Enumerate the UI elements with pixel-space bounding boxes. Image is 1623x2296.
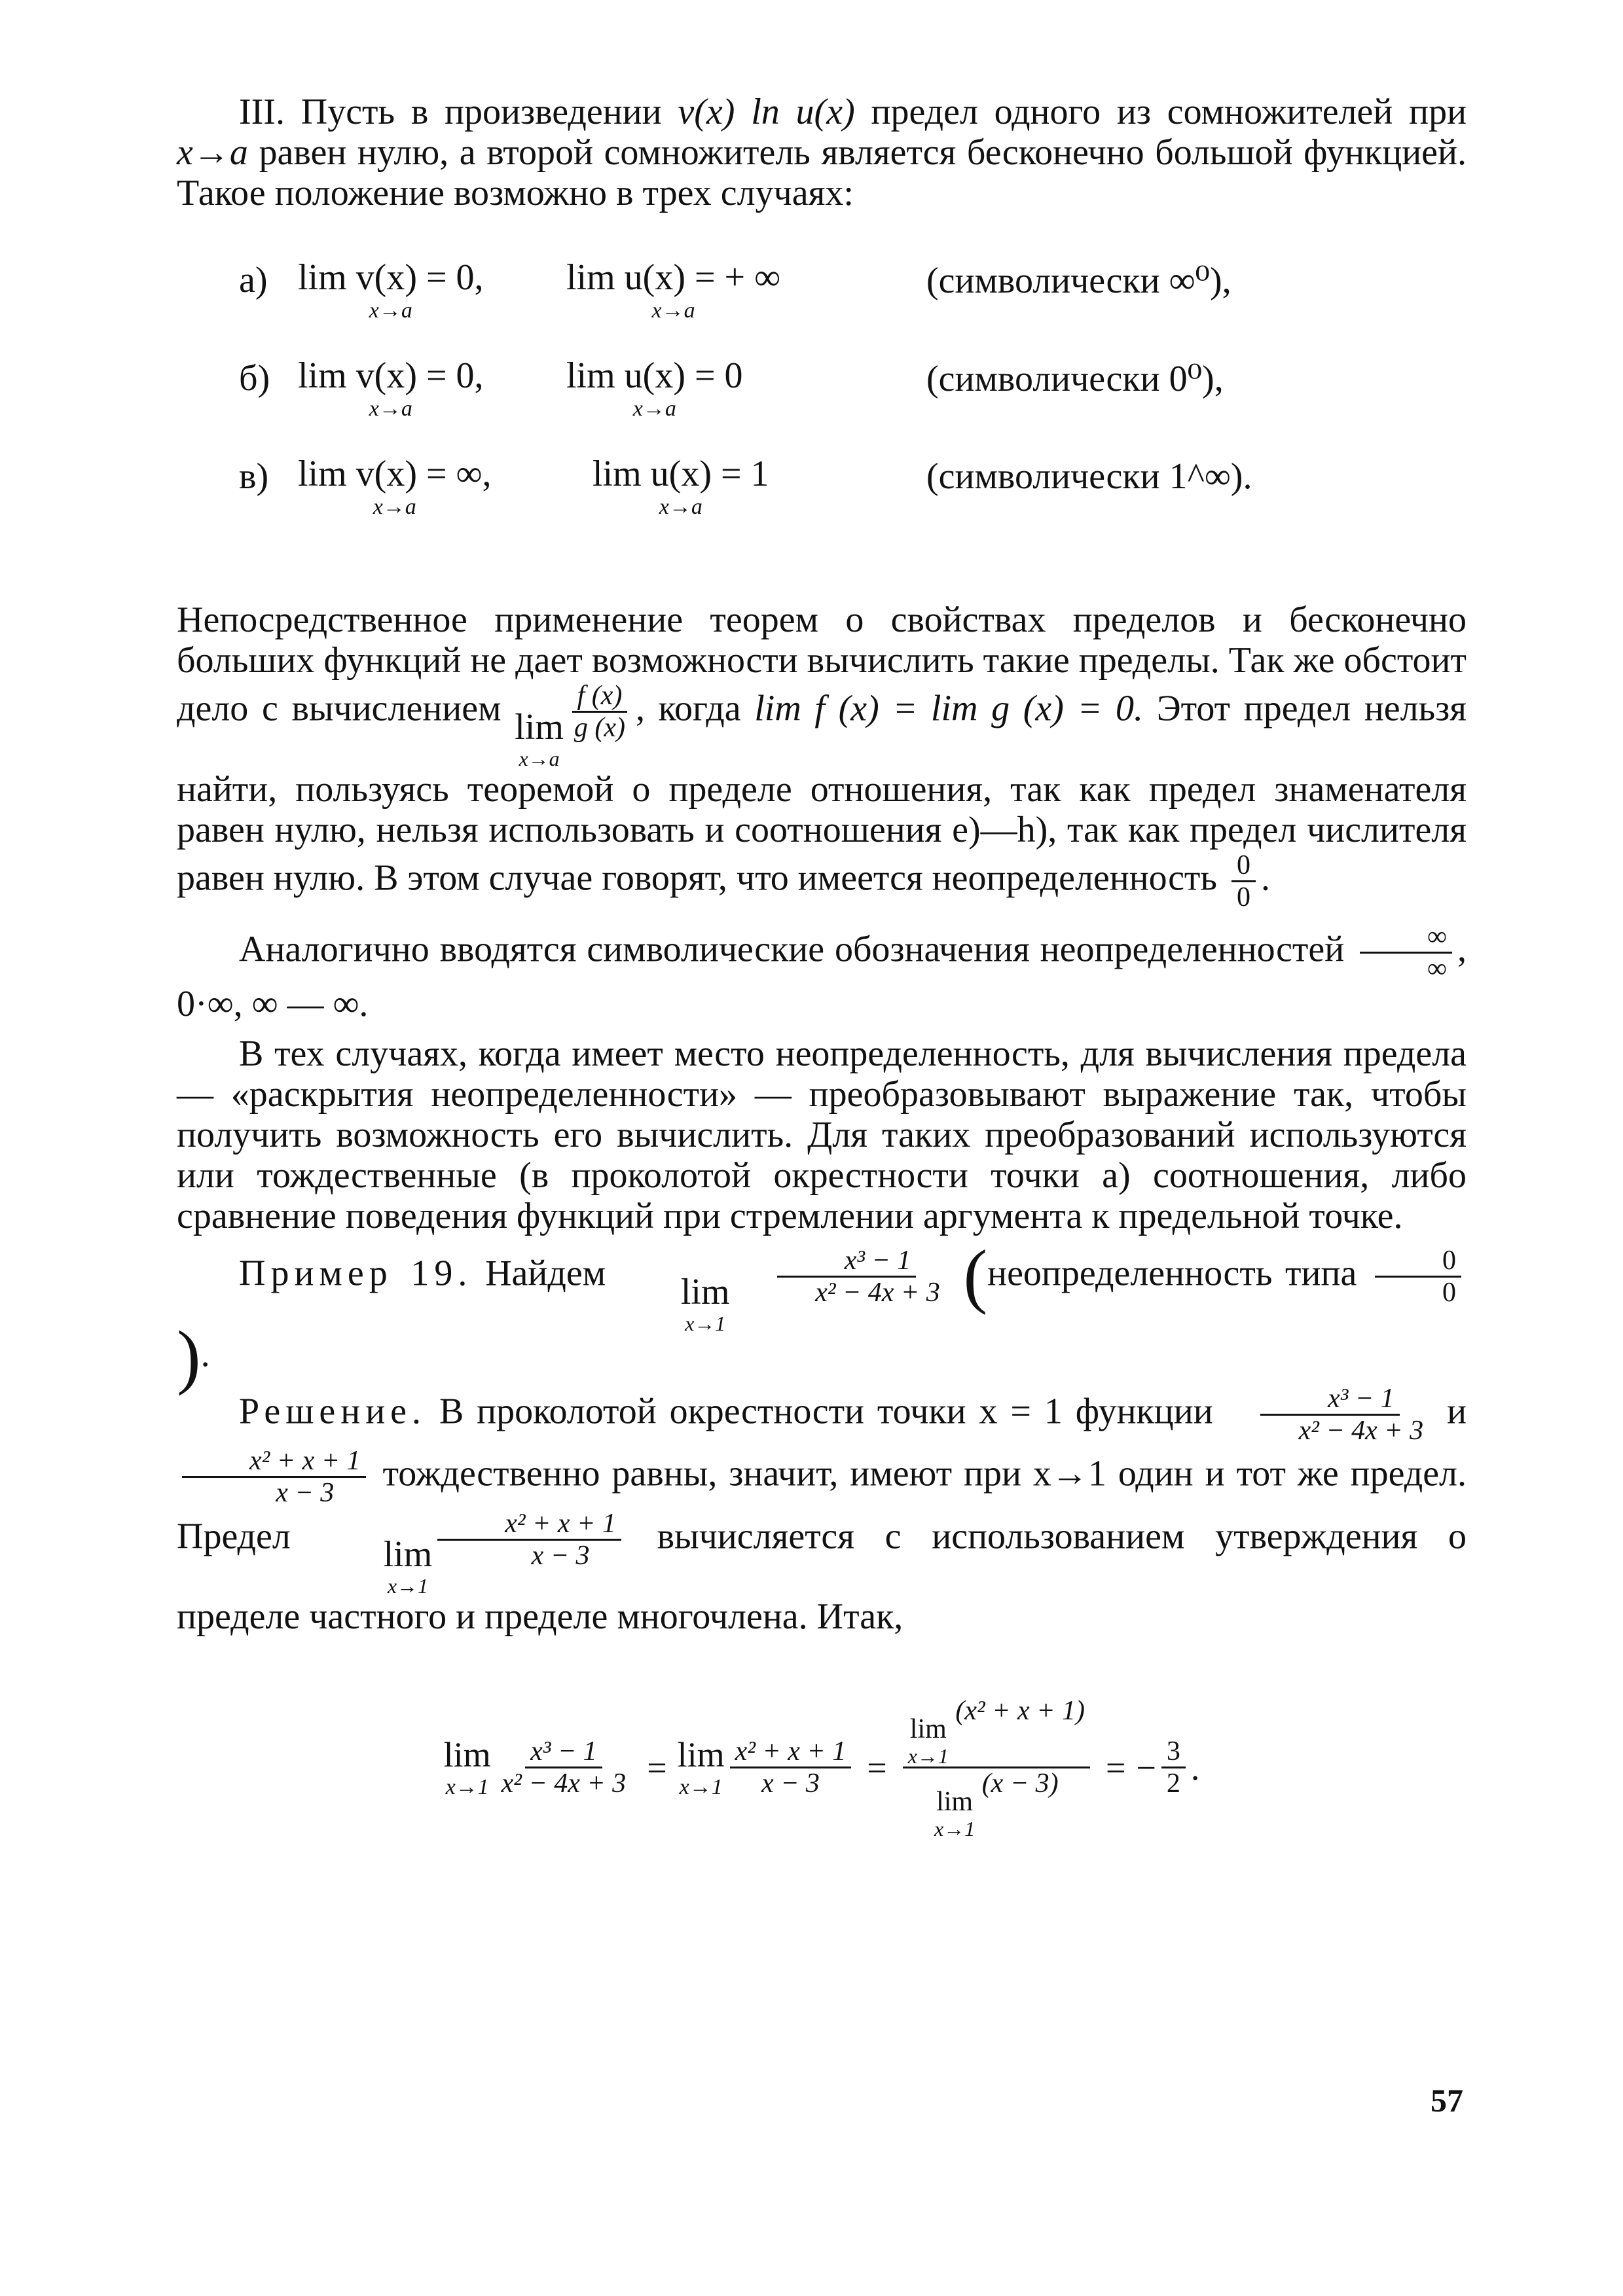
solution-fraction-2: $\frac{\text{x² + x + 1}}{x - 3}$ <box>182 1446 366 1508</box>
inline-limit: lim x→a <box>515 706 564 770</box>
intro-text-b: предел одного из сомножителей при <box>871 92 1467 132</box>
solution-fraction-1: $\frac{\text{x³ − 1}}{\text{x² − 4x + 3}}$ <box>1231 1384 1429 1446</box>
page-body <box>177 92 1467 1839</box>
case-b <box>239 357 1467 456</box>
limit-u: lim u(x) = + ∞ x→a <box>566 257 781 323</box>
cases-list <box>239 259 1467 554</box>
limit-v: lim v(x) = 0, x→a <box>298 355 484 421</box>
result-fraction: $\frac{3}{2}$ <box>1161 1736 1186 1799</box>
case-note: (символически 1^∞). <box>926 456 1252 497</box>
case-label: б) <box>239 358 270 399</box>
case-note: (символически 0⁰), <box>926 359 1224 399</box>
intro-paragraph <box>177 92 1467 213</box>
case-c <box>239 456 1467 554</box>
example-label: Пример 19. <box>239 1253 473 1294</box>
fraction-f-g: $\frac{f (x)}{g (x)}$ <box>569 681 630 743</box>
paragraph-symbols: Аналогично вводятся символические обозначения неопределенностей $\frac{\infty}{\infty}$ , 0·∞, ∞ — ∞. <box>177 921 1467 1025</box>
section-label: III. <box>239 92 285 132</box>
condition-zero: lim f (x) = lim g (x) = 0. <box>754 688 1144 729</box>
limit-v: lim v(x) = 0, x→a <box>298 257 484 323</box>
case-a <box>239 259 1467 357</box>
limit-v: lim v(x) = ∞, x→a <box>298 454 492 519</box>
case-label: в) <box>239 456 269 497</box>
limit-u: lim u(x) = 0 x→a <box>566 355 743 421</box>
example-paragraph: Пример 19. Найдем lim x→1 $\frac{\text{x³ − 1}}{\text{x² − 4x + 3}}$ (неопределенность типа $\frac{0}{0}$ ). <box>177 1246 1467 1374</box>
paragraph-indeterminacy: Непосредственное применение теорем о свойствах пределов и бесконечно больших функций не дает возможности вычислить такие пределы. Так же обстоит дело с вычислением lim x→a $\frac{f (x)}{g (x)}$ , когда lim f (x) = lim g (x) = 0. Этот предел нельзя найти, пользуясь теоремой о пределе отношения, так как предел знаменателя равен нулю, нельзя использовать и соотношения е)—h), так как предел числителя равен нулю. В этом случае говорят, что имеется неопределенность $\frac{0}{0}$ . <box>177 600 1467 912</box>
final-equation: lim x→1 $\frac{\text{x³ − 1}}{\text{x² − 4x + 3}}$ = lim x→1 $\frac{\text{x² + x + 1}}{x - 3}$ = lim x→1 (x² + x + 1) lim x→1 (x − 3) = − $\frac{3}{2}$ . <box>443 1696 1200 1841</box>
solution-label: Решение. <box>239 1391 427 1432</box>
fraction-inf-inf: $\frac{\infty}{\infty}$ <box>1360 922 1452 984</box>
intro-text-c: равен нулю, а второй сомножитель является бесконечно большой функцией. Такое положение возможно в трех случаях: <box>177 132 1467 213</box>
intro-text-a: Пусть в произведении <box>301 92 662 132</box>
solution-paragraph: Решение. В проколотой окрестности точки x = 1 функции $\frac{\text{x³ − 1}}{\text{x² − 4x + 3}}$ и $\frac{\text{x² + x + 1}}{x - 3}$ тождественно равны, значит, имеют при x→1 один и тот же предел. Предел lim x→1 $\frac{\text{x² + x + 1}}{x - 3}$ вычисляется с использованием утверждения о пределе частного и пределе многочлена. Итак, <box>177 1383 1467 1638</box>
page-number: 57 <box>1431 2082 1463 2119</box>
case-note: (символически ∞⁰), <box>926 260 1231 301</box>
quotient-of-limits: lim x→1 (x² + x + 1) lim x→1 (x − 3) <box>903 1696 1090 1839</box>
intro-cond: x→a <box>177 132 248 173</box>
case-label: а) <box>239 260 268 300</box>
fraction-zero-zero: $\frac{0}{0}$ <box>1231 850 1256 912</box>
example-fraction: $\frac{\text{x³ − 1}}{\text{x² − 4x + 3}}$ <box>748 1246 945 1308</box>
paragraph-transform: В тех случаях, когда имеет место неопределенность, для вычисления предела — «раскрытия неопределенности» — преобразовывают выражение так, чтобы получить возможность его вычислить. Для таких преобразований используются или тождественные (в проколотой окрестности точки a) соотношения, либо сравнение поведения функций при стремлении аргумента к предельной точке. <box>177 1033 1467 1237</box>
intro-expr: v(x) ln u(x) <box>678 92 855 132</box>
limit-u: lim u(x) = 1 x→a <box>593 454 769 519</box>
